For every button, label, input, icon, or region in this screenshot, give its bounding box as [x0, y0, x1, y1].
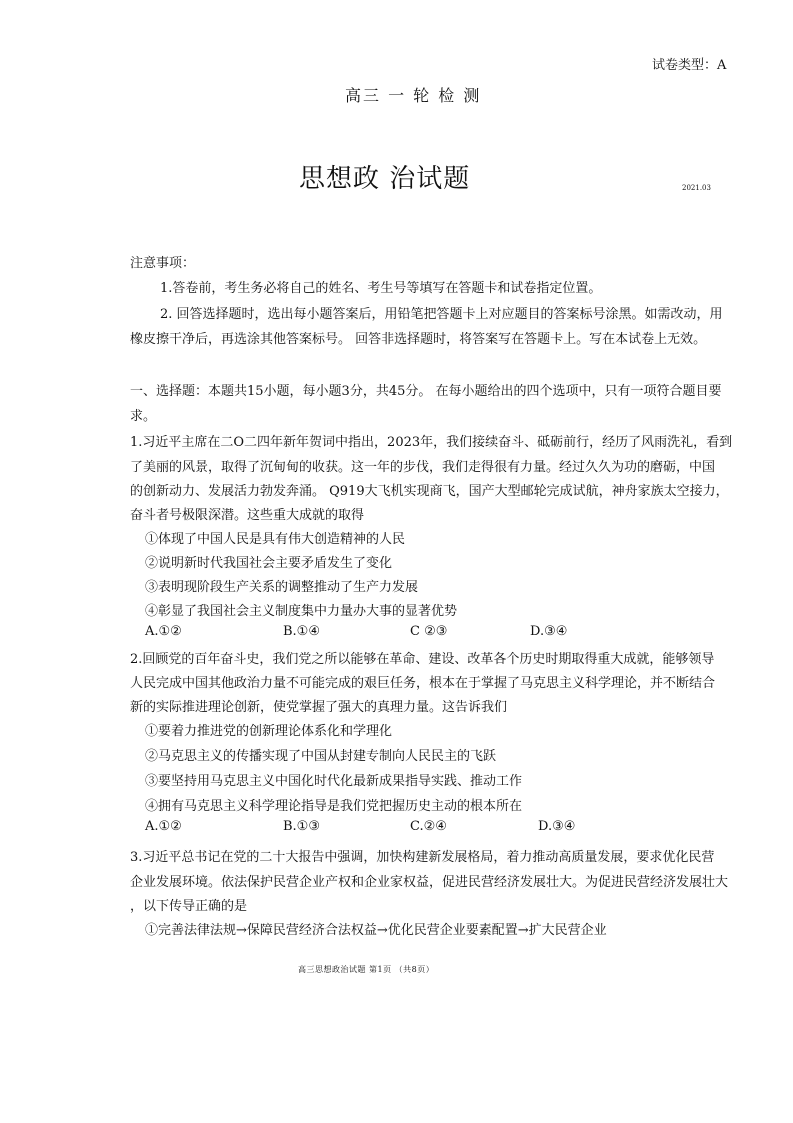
q2-statement: ③要坚持用马克思主义中国化时代化最新成果指导实践、推动工作: [145, 774, 523, 789]
notice-heading: 注意事项：: [130, 256, 196, 271]
exam-type-label: 试卷类型：A: [652, 58, 727, 73]
q2-stem-line: 2.回顾党的百年奋斗史，我们党之所以能够在革命、建设、改革各个历史时期取得重大成就，能够领导: [130, 652, 715, 667]
section-heading: 一、选择题：本题共15小题，每小题3分，共45分。 在每小题给出的四个选项中，只有一项符合题目要: [130, 384, 722, 399]
notice-item-2-cont: 橡皮擦干净后，再选涂其他答案标号。 回答非选择题时，将答案写在答题卡上。写在本试卷上无效。: [130, 332, 707, 347]
section-heading-cont: 求。: [130, 409, 157, 424]
q1-stem-line: 1.习近平主席在二O二四年新年贺词中指出，2023年，我们接续奋斗、砥砺前行，经历了风雨洗礼，看到: [130, 435, 733, 450]
exam-date: 2021.03: [682, 184, 711, 192]
page-footer: 高三思想政治试题 第1页 （共8页）: [298, 965, 435, 974]
q2-statement: ②马克思主义的传播实现了中国从封建专制向人民民主的飞跃: [145, 749, 497, 764]
exam-subtitle: 高三 一 轮 检 测: [345, 86, 482, 105]
q2-statement: ①要着力推进党的创新理论体系化和学理化: [145, 724, 393, 739]
q3-stem-line: ，以下传导正确的是: [130, 899, 248, 914]
q2-option-b: B.①③: [283, 819, 320, 834]
q1-stem-line: 的创新动力、发展活力勃发奔涌。 Q919大飞机实现商飞，国产大型邮轮完成试航，神舟家族太空接力，: [130, 484, 729, 499]
q1-option-d: D.③④: [530, 624, 568, 639]
q3-stem-line: 3.习近平总书记在党的二十大报告中强调，加快构建新发展格局，着力推动高质量发展，要求优化民营: [130, 850, 715, 865]
q1-stem-line: 了美丽的风景，取得了沉甸甸的收获。这一年的步伐，我们走得很有力量。经过久久为功的磨砺，中国: [130, 460, 716, 475]
notice-item-2: 2. 回答选择题时，选出每小题答案后，用铅笔把答题卡上对应题目的答案标号涂黑。如需改动，用: [160, 307, 723, 322]
notice-item-1: 1.答卷前，考生务必将自己的姓名、考生号等填写在答题卡和试卷指定位置。: [160, 281, 602, 296]
q2-option-c: C.②④: [410, 819, 447, 834]
q1-stem-line: 奋斗者号极限深潜。这些重大成就的取得: [130, 508, 365, 523]
q2-option-d: D.③④: [538, 819, 576, 834]
q2-stem-line: 人民完成中国其他政治力量不可能完成的艰巨任务，根本在于掌握了马克思主义科学理论，并不断结合: [130, 676, 716, 691]
q1-option-c: C ②③: [410, 624, 448, 639]
exam-title: 思想政 治试题: [299, 164, 471, 194]
q1-statement: ②说明新时代我国社会主要矛盾发生了变化: [145, 556, 393, 571]
q2-option-a: A.①②: [145, 819, 182, 834]
q2-stem-line: 新的实际推进理论创新，使党掌握了强大的真理力量。这告诉我们: [130, 700, 508, 715]
q2-statement: ④拥有马克思主义科学理论指导是我们党把握历史主动的根本所在: [145, 799, 523, 814]
q1-statement: ③表明现阶段生产关系的调整推动了生产力发展: [145, 580, 419, 595]
q1-option-a: A.①②: [145, 624, 182, 639]
q3-statement: ①完善法律法规→保障民营经济合法权益→优化民营企业要素配置→扩大民营企业: [145, 923, 607, 938]
q3-stem-line: 企业发展环境。依法保护民营企业产权和企业家权益，促进民营经济发展壮大。为促进民营经济发展壮大: [130, 875, 729, 890]
q1-option-b: B.①④: [283, 624, 320, 639]
q1-statement: ④彰显了我国社会主义制度集中力量办大事的显著优势: [145, 604, 458, 619]
q1-statement: ①体现了中国人民是具有伟大创造精神的人民: [145, 532, 406, 547]
